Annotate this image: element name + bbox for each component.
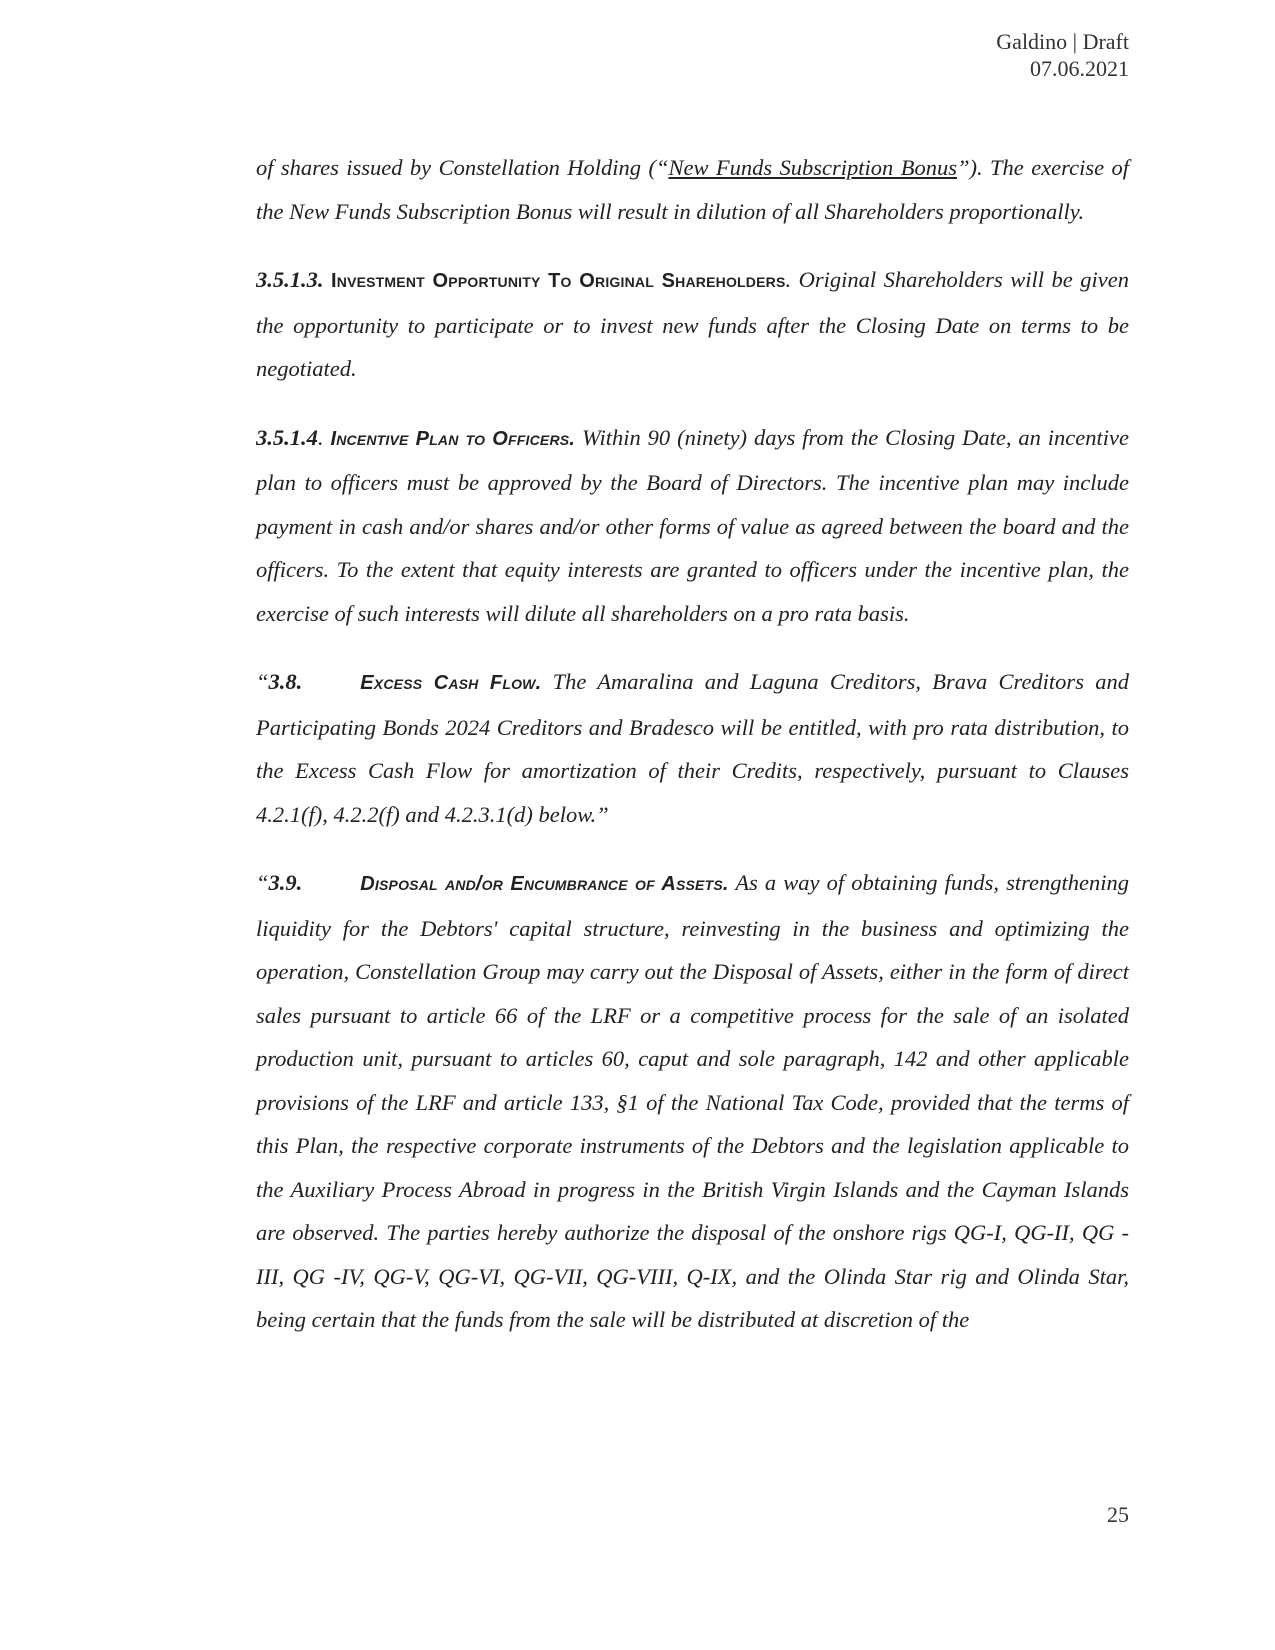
paragraph-new-funds-bonus: of shares issued by Constellation Holding (“New Funds Subscription Bonus”). The exercise of the New Funds Subscription Bonus will result in dilution of all Shareholders proportionally. <box>256 155 1129 224</box>
clause-heading: Disposal and/or Encumbrance of Assets. <box>360 873 729 895</box>
page-header <box>996 28 1129 82</box>
clause-heading: Investment Opportunity To Original Shareholders <box>331 270 786 292</box>
defined-term: New Funds Subscription Bonus <box>668 155 957 180</box>
page-number: 25 <box>1107 1502 1129 1527</box>
paragraph-3-9: “3.9. Disposal and/or Encumbrance of Assets. As a way of obtaining funds, strengthening liquidity for the Debtors' capital structure, reinvesting in the business and optimizing the operation, Constellation Group may carry out the Disposal of Assets, either in the form of direct sales pursuant to article 66 of the LRF or a competitive process for the sale of an isolated production unit, pursuant to articles 60, caput and sole paragraph, 142 and other applicable provisions of the LRF and article 133, §1 of the National Tax Code, provided that the terms of this Plan, the respective corporate instruments of the Debtors and the legislation applicable to the Auxiliary Process Abroad in progress in the British Virgin Islands and the Cayman Islands are observed. The parties hereby authorize the disposal of the onshore rigs QG-I, QG-II, QG -III, QG -IV, QG-V, QG-VI, QG-VII, QG-VIII, Q-IX, and the Olinda Star rig and Olinda Star, being certain that the funds from the sale will be distributed at discretion of the <box>256 870 1129 1332</box>
document-body <box>256 146 1129 1367</box>
header-date: 07.06.2021 <box>1030 56 1129 81</box>
clause-number: 3.5.1.3. <box>256 267 324 292</box>
clause-number: 3.9. <box>268 870 303 895</box>
header-title: Galdino | Draft <box>996 29 1129 54</box>
clause-number: 3.8. <box>268 669 303 694</box>
clause-heading: Excess Cash Flow. <box>360 672 542 694</box>
clause-heading: Incentive Plan to Officers. <box>330 427 576 450</box>
paragraph-3-5-1-4: 3.5.1.4. Incentive Plan to Officers. Within 90 (ninety) days from the Closing Date, an incentive plan to officers must be approved by the Board of Directors. The incentive plan may include payment in cash and/or shares and/or other forms of value as agreed between the board and the officers. To the extent that equity interests are granted to officers under the incentive plan, the exercise of such interests will dilute all shareholders on a pro rata basis. <box>256 424 1130 626</box>
clause-number: 3.5.1.4 <box>256 424 318 450</box>
paragraph-3-8: “3.8. Excess Cash Flow. The Amaralina and Laguna Creditors, Brava Creditors and Participating Bonds 2024 Creditors and Bradesco will be entitled, with pro rata distribution, to the Excess Cash Flow for amortization of their Credits, respectively, pursuant to Clauses 4.2.1(f), 4.2.2(f) and 4.2.3.1(d) below.” <box>256 669 1129 827</box>
paragraph-3-5-1-3: 3.5.1.3. Investment Opportunity To Original Shareholders. Original Shareholders will be given the opportunity to participate or to invest new funds after the Closing Date on terms to be negotiated. <box>256 267 1129 381</box>
